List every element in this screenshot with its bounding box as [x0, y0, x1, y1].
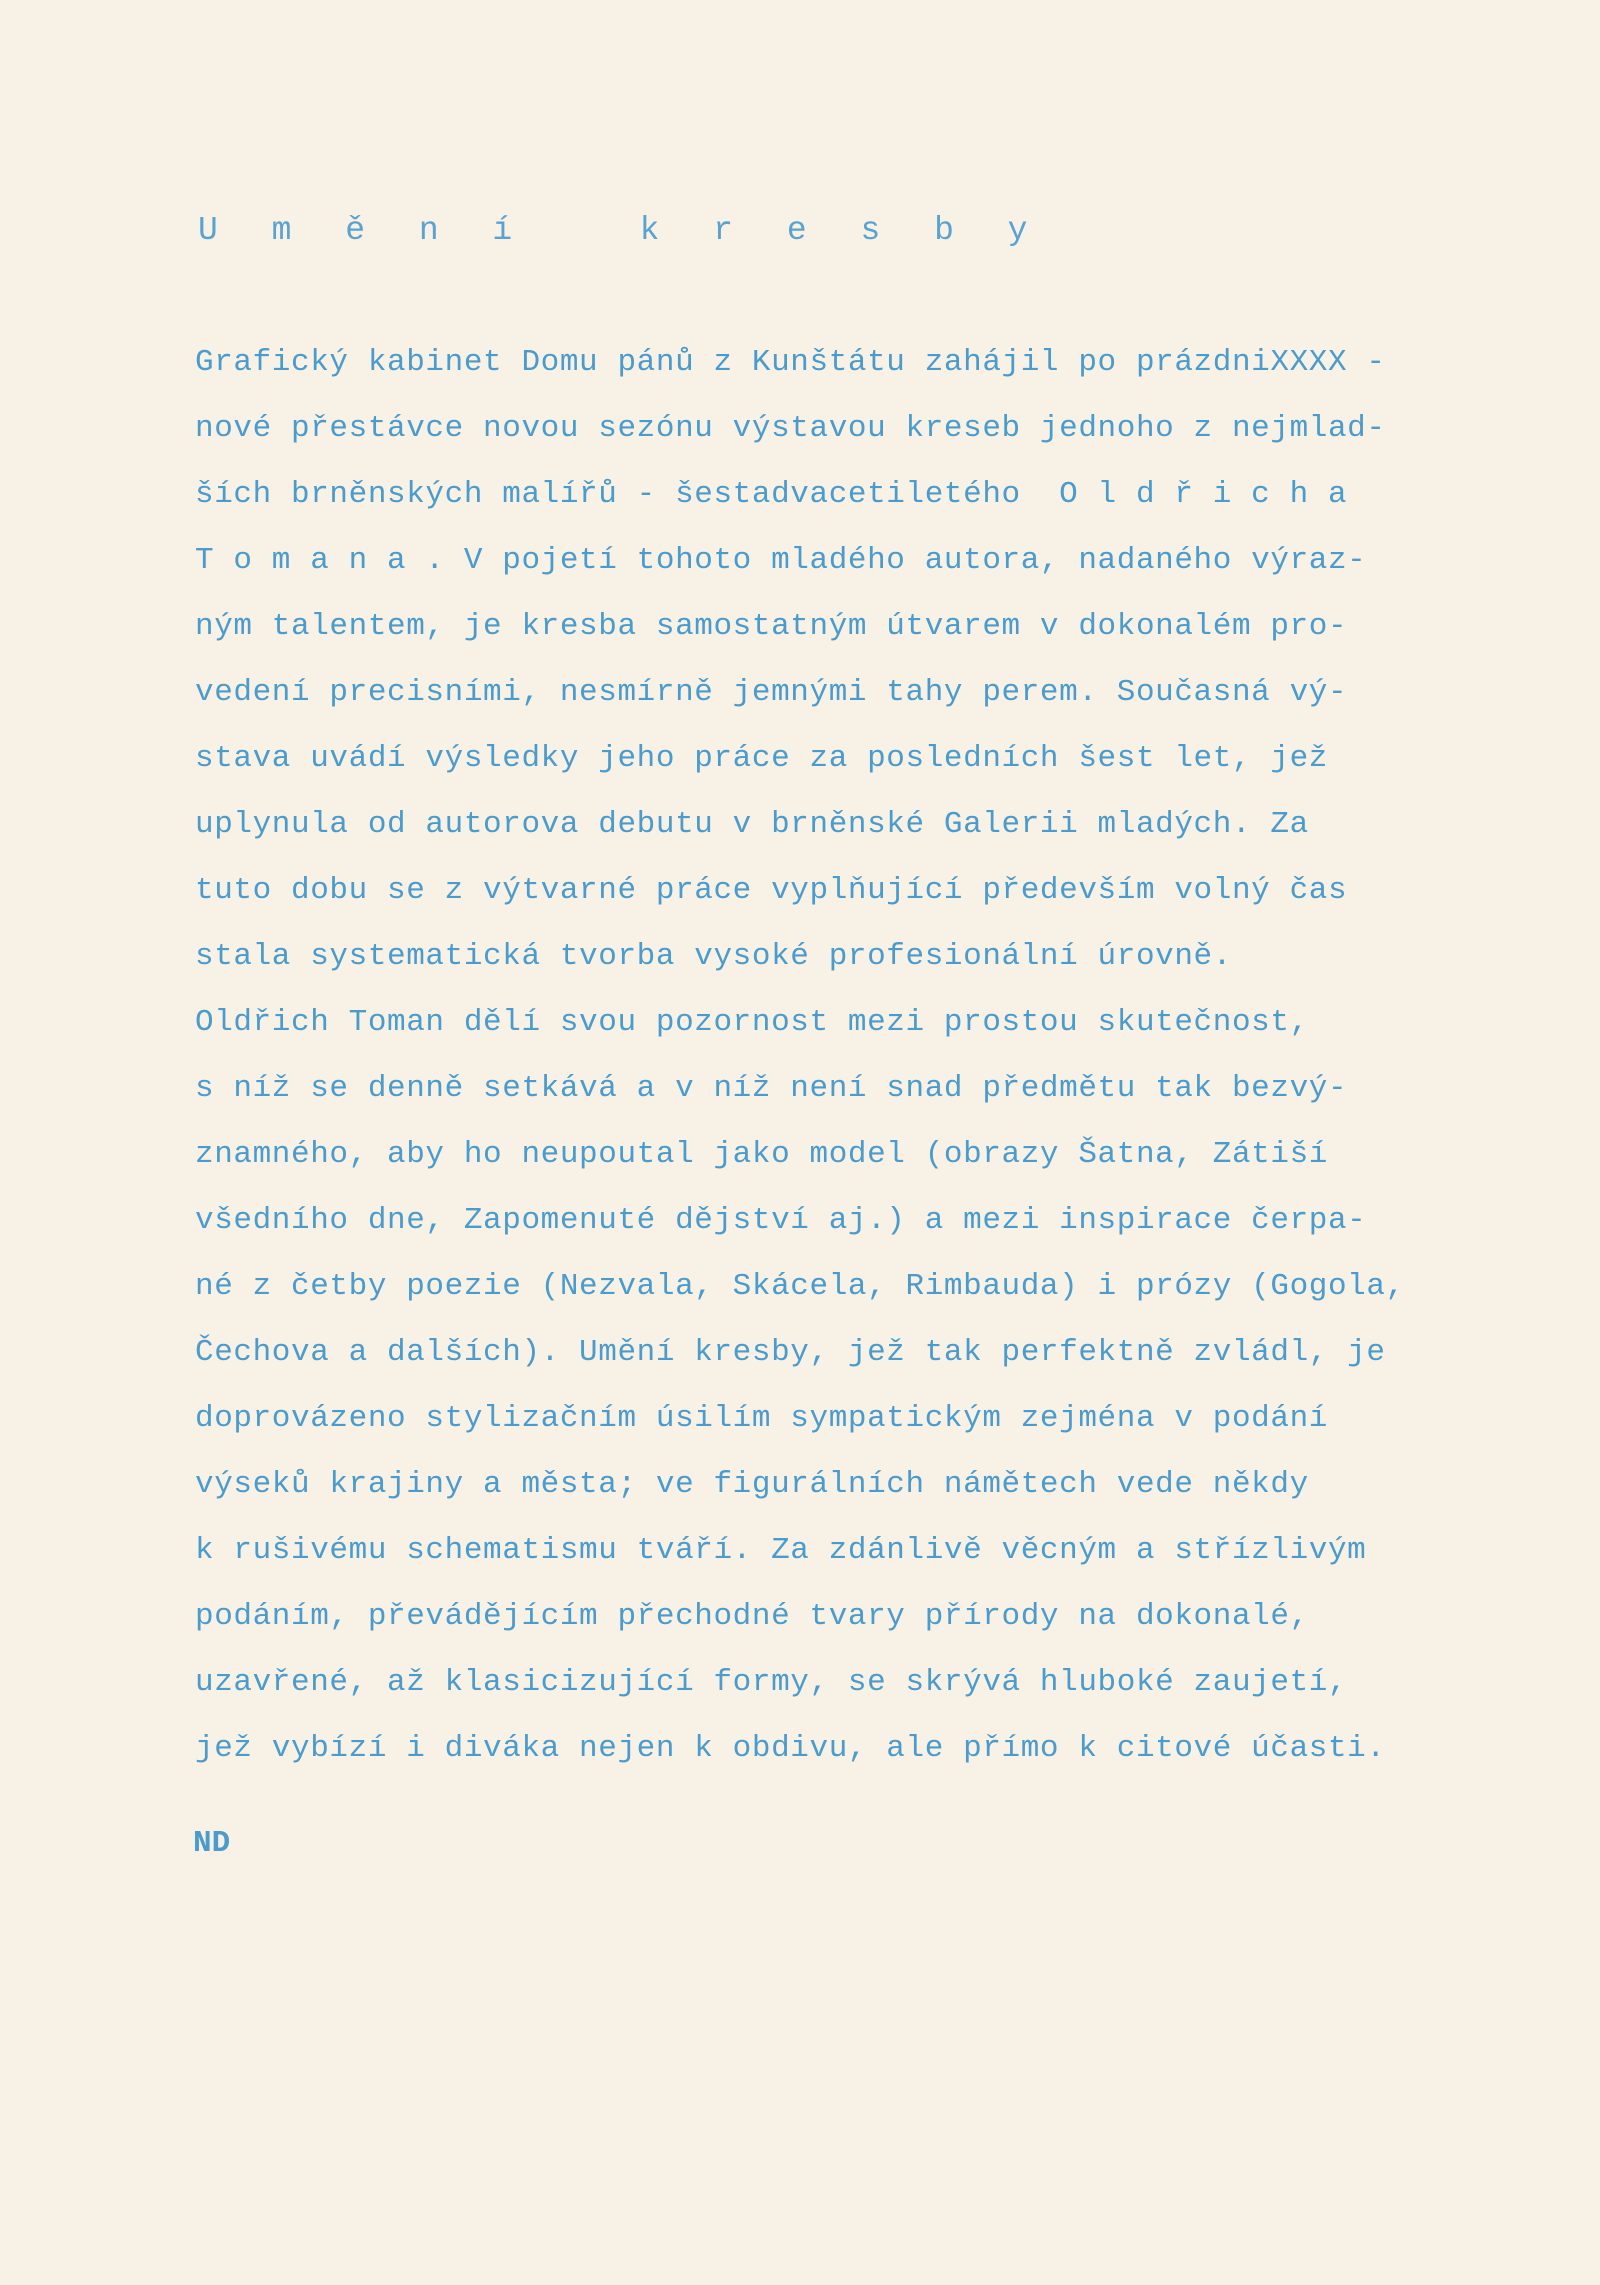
author-initials: ND	[193, 1826, 231, 1861]
text-line: uzavřené, až klasicizující formy, se skrývá hluboké zaujetí,	[195, 1665, 1348, 1700]
text-line: stava uvádí výsledky jeho práce za posledních šest let, jež	[195, 741, 1328, 776]
text-line: T o m a n a . V pojetí tohoto mladého autora, nadaného výraz-	[195, 543, 1367, 578]
body-text	[195, 330, 1485, 1782]
text-line: stala systematická tvorba vysoké profesionální úrovně.	[195, 939, 1232, 974]
text-line: Oldřich Toman dělí svou pozornost mezi prostou skutečnost,	[195, 1005, 1309, 1040]
text-line: jež vybízí i diváka nejen k obdivu, ale přímo k citové účasti.	[195, 1731, 1386, 1766]
text-line: znamného, aby ho neupoutal jako model (obrazy Šatna, Zátiší	[195, 1137, 1328, 1172]
text-line: nové přestávce novou sezónu výstavou kreseb jednoho z nejmlad-	[195, 411, 1386, 446]
text-line: ným talentem, je kresba samostatným útvarem v dokonalém pro-	[195, 609, 1348, 644]
text-line: k rušivému schematismu tváří. Za zdánlivě věcným a střízlivým	[195, 1533, 1367, 1568]
text-line: tuto dobu se z výtvarné práce vyplňující především volný čas	[195, 873, 1348, 908]
text-line: doprovázeno stylizačním úsilím sympatickým zejména v podání	[195, 1401, 1328, 1436]
text-line: s níž se denně setkává a v níž není snad předmětu tak bezvý-	[195, 1071, 1348, 1106]
text-line: uplynula od autorova debutu v brněnské Galerii mladých. Za	[195, 807, 1309, 842]
text-line: podáním, převádějícím přechodné tvary přírody na dokonalé,	[195, 1599, 1309, 1634]
text-line: vedení precisními, nesmírně jemnými tahy perem. Současná vý-	[195, 675, 1348, 710]
text-line: Grafický kabinet Domu pánů z Kunštátu zahájil po prázdniXXXX -	[195, 345, 1386, 380]
text-line: všedního dne, Zapomenuté dějství aj.) a mezi inspirace čerpa-	[195, 1203, 1367, 1238]
text-line: ších brněnských malířů - šestadvacetiletého O l d ř i c h a	[195, 477, 1348, 512]
text-line: né z četby poezie (Nezvala, Skácela, Rimbauda) i prózy (Gogola,	[195, 1269, 1405, 1304]
text-line: Čechova a dalších). Umění kresby, jež tak perfektně zvládl, je	[195, 1335, 1386, 1370]
text-line: výseků krajiny a města; ve figurálních námětech vede někdy	[195, 1467, 1309, 1502]
document-title: U m ě n í k r e s b y	[198, 212, 1045, 249]
